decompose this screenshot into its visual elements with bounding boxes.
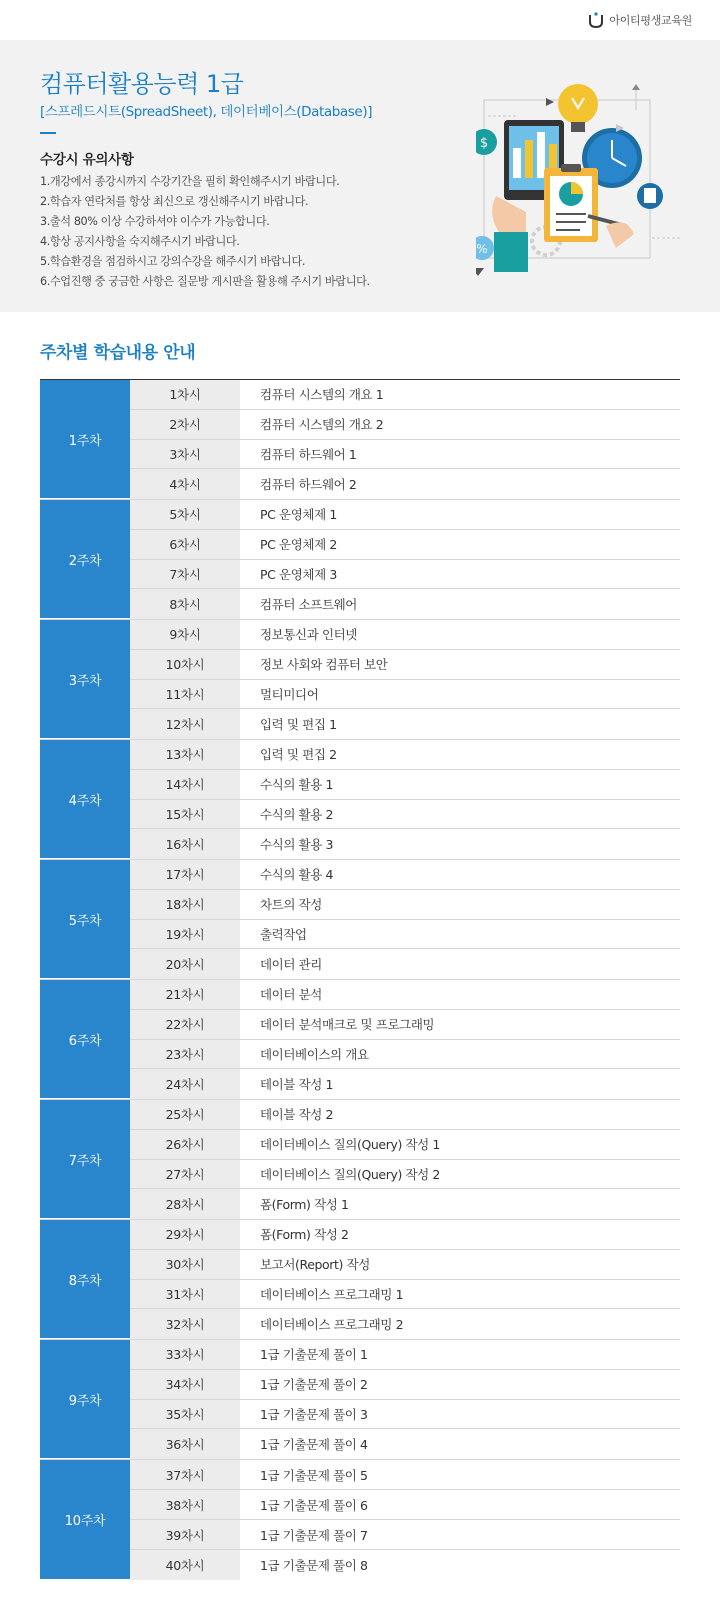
session-topic: 데이터베이스 질의(Query) 작성 1 [260, 1137, 440, 1153]
session-number: 39차시 [130, 1520, 240, 1549]
session-topic: 1급 기출문제 풀이 6 [260, 1497, 368, 1513]
session-number: 25차시 [130, 1100, 240, 1129]
session-row [130, 589, 680, 619]
session-topic: 1급 기출문제 풀이 3 [260, 1406, 368, 1422]
session-topic: 수식의 활용 2 [260, 806, 334, 822]
session-number: 11차시 [130, 680, 240, 709]
session-topic: 데이터베이스의 개요 [260, 1046, 369, 1062]
session-number: 40차시 [130, 1550, 240, 1580]
week-row [40, 500, 680, 620]
session-topic: 테이블 작성 2 [260, 1107, 334, 1123]
session-topic: 데이터 관리 [260, 957, 322, 973]
session-list [130, 860, 680, 979]
session-row [130, 500, 680, 530]
session-list [130, 1460, 680, 1580]
session-number: 4차시 [130, 469, 240, 499]
session-topic: 수식의 활용 4 [260, 867, 334, 883]
week-row [40, 1460, 680, 1580]
session-topic: PC 운영체제 3 [260, 566, 337, 582]
session-list [130, 740, 680, 859]
session-number: 8차시 [130, 589, 240, 619]
session-row [130, 380, 680, 410]
session-topic: 데이터 분석 [260, 987, 322, 1003]
session-number: 16차시 [130, 829, 240, 859]
session-number: 37차시 [130, 1460, 240, 1489]
week-row [40, 380, 680, 500]
session-topic: 컴퓨터 소프트웨어 [260, 597, 357, 613]
week-row [40, 1340, 680, 1460]
study-illustration [476, 76, 686, 276]
session-topic: 입력 및 편집 2 [260, 747, 337, 763]
brand-name: 아이티평생교육원 [609, 14, 692, 27]
session-number: 5차시 [130, 500, 240, 529]
session-row [130, 740, 680, 770]
session-number: 10차시 [130, 650, 240, 679]
session-number: 29차시 [130, 1220, 240, 1249]
session-number: 13차시 [130, 740, 240, 769]
session-topic: 멀티미디어 [260, 686, 319, 702]
course-subtitle: [스프레드시트(SpreadSheet), 데이터베이스(Database)] [40, 104, 373, 120]
week-row [40, 620, 680, 740]
session-number: 7차시 [130, 560, 240, 589]
session-row [130, 1130, 680, 1160]
session-topic: 데이터 분석매크로 및 프로그래밍 [260, 1017, 435, 1033]
session-topic: 정보 사회와 컴퓨터 보안 [260, 657, 388, 673]
session-topic: 보고서(Report) 작성 [260, 1257, 370, 1273]
session-row [130, 1400, 680, 1430]
course-header [0, 40, 720, 312]
session-topic: 컴퓨터 하드웨어 2 [260, 477, 357, 493]
session-row [130, 980, 680, 1010]
session-number: 3차시 [130, 440, 240, 469]
session-topic: PC 운영체제 1 [260, 507, 337, 523]
notice-item: 5.학습환경을 점검하시고 강의수강을 해주시기 바랍니다. [40, 255, 306, 268]
session-number: 22차시 [130, 1010, 240, 1039]
week-row [40, 980, 680, 1100]
brand-logo[interactable] [587, 11, 692, 29]
session-list [130, 980, 680, 1099]
session-number: 38차시 [130, 1490, 240, 1519]
week-label: 10주차 [40, 1460, 130, 1580]
week-row [40, 1220, 680, 1340]
session-number: 33차시 [130, 1340, 240, 1369]
notice-item: 6.수업진행 중 궁금한 사항은 질문방 게시판을 활용해 주시기 바랍니다. [40, 275, 370, 288]
session-topic: 데이터베이스 질의(Query) 작성 2 [260, 1166, 440, 1182]
session-number: 14차시 [130, 770, 240, 799]
session-topic: 수식의 활용 1 [260, 777, 334, 793]
session-row [130, 709, 680, 739]
notice-list [40, 172, 370, 292]
session-topic: 입력 및 편집 1 [260, 717, 337, 733]
session-row [130, 800, 680, 830]
session-row [130, 860, 680, 890]
session-topic: 1급 기출문제 풀이 4 [260, 1437, 368, 1453]
session-topic: 1급 기출문제 풀이 7 [260, 1527, 368, 1543]
session-row [130, 1160, 680, 1190]
session-number: 20차시 [130, 949, 240, 979]
session-number: 6차시 [130, 530, 240, 559]
session-number: 21차시 [130, 980, 240, 1009]
session-list [130, 1340, 680, 1459]
session-number: 18차시 [130, 890, 240, 919]
session-row [130, 949, 680, 979]
session-number: 34차시 [130, 1370, 240, 1399]
session-number: 32차시 [130, 1309, 240, 1339]
week-label: 2주차 [40, 500, 130, 619]
session-number: 31차시 [130, 1280, 240, 1309]
session-number: 27차시 [130, 1160, 240, 1189]
session-number: 15차시 [130, 800, 240, 829]
session-number: 12차시 [130, 709, 240, 739]
session-row [130, 1490, 680, 1520]
session-number: 23차시 [130, 1040, 240, 1069]
session-row [130, 680, 680, 710]
session-row [130, 890, 680, 920]
notice-item: 2.학습자 연락처를 항상 최신으로 갱신해주시기 바랍니다. [40, 195, 309, 208]
session-topic: 폼(Form) 작성 1 [260, 1197, 349, 1213]
session-row [130, 440, 680, 470]
session-row [130, 650, 680, 680]
session-list [130, 380, 680, 499]
session-number: 17차시 [130, 860, 240, 889]
session-row [130, 1340, 680, 1370]
session-row [130, 410, 680, 440]
session-number: 2차시 [130, 410, 240, 439]
session-topic: 정보통신과 인터넷 [260, 627, 357, 643]
top-bar [0, 0, 720, 40]
session-row [130, 920, 680, 950]
week-label: 5주차 [40, 860, 130, 979]
week-row [40, 1100, 680, 1220]
session-number: 1차시 [130, 380, 240, 409]
session-topic: 1급 기출문제 풀이 1 [260, 1347, 368, 1363]
session-number: 24차시 [130, 1069, 240, 1099]
session-list [130, 500, 680, 619]
week-label: 4주차 [40, 740, 130, 859]
svg-text:$: $ [479, 136, 489, 151]
session-row [130, 1010, 680, 1040]
brand-logo-icon [587, 11, 605, 29]
session-list [130, 1220, 680, 1339]
session-row [130, 1280, 680, 1310]
session-row [130, 1189, 680, 1219]
week-label: 3주차 [40, 620, 130, 739]
session-topic: 데이터베이스 프로그래밍 2 [260, 1317, 404, 1333]
session-number: 35차시 [130, 1400, 240, 1429]
notice-item: 1.개강에서 종강시까지 수강기간을 필히 확인해주시기 바랍니다. [40, 175, 340, 188]
session-row [130, 1429, 680, 1459]
session-topic: 차트의 작성 [260, 897, 322, 913]
session-number: 28차시 [130, 1189, 240, 1219]
session-topic: 수식의 활용 3 [260, 837, 334, 853]
session-row [130, 469, 680, 499]
session-row [130, 1370, 680, 1400]
svg-text:%: % [476, 242, 488, 256]
session-number: 30차시 [130, 1250, 240, 1279]
week-row [40, 740, 680, 860]
session-topic: 폼(Form) 작성 2 [260, 1227, 349, 1243]
session-row [130, 1069, 680, 1099]
session-row [130, 1220, 680, 1250]
session-number: 19차시 [130, 920, 240, 949]
weekly-schedule-table [40, 379, 680, 1580]
session-topic: 컴퓨터 하드웨어 1 [260, 446, 357, 462]
session-topic: 컴퓨터 시스템의 개요 2 [260, 417, 384, 433]
session-topic: 데이터베이스 프로그래밍 1 [260, 1286, 404, 1302]
week-label: 9주차 [40, 1340, 130, 1459]
session-row [130, 620, 680, 650]
session-row [130, 829, 680, 859]
session-topic: 테이블 작성 1 [260, 1077, 334, 1093]
session-row [130, 530, 680, 560]
session-row [130, 1250, 680, 1280]
session-row [130, 1550, 680, 1580]
session-topic: PC 운영체제 2 [260, 537, 337, 553]
session-list [130, 620, 680, 739]
week-label: 6주차 [40, 980, 130, 1099]
session-number: 26차시 [130, 1130, 240, 1159]
week-row [40, 860, 680, 980]
notice-heading: 수강시 유의사항 [40, 152, 134, 168]
session-number: 9차시 [130, 620, 240, 649]
notice-item: 3.출석 80% 이상 수강하셔야 이수가 가능합니다. [40, 215, 270, 228]
session-row [130, 1460, 680, 1490]
session-topic: 출력작업 [260, 926, 307, 942]
session-row [130, 1520, 680, 1550]
session-topic: 1급 기출문제 풀이 2 [260, 1377, 368, 1393]
session-row [130, 770, 680, 800]
notice-item: 4.항상 공지사항을 숙지해주시기 바랍니다. [40, 235, 240, 248]
course-title: 컴퓨터활용능력 1급 [40, 70, 244, 98]
session-topic: 1급 기출문제 풀이 8 [260, 1558, 368, 1573]
session-row [130, 560, 680, 590]
session-number: 36차시 [130, 1429, 240, 1459]
week-label: 1주차 [40, 380, 130, 499]
session-row [130, 1100, 680, 1130]
session-topic: 1급 기출문제 풀이 5 [260, 1467, 368, 1483]
session-topic: 컴퓨터 시스템의 개요 1 [260, 387, 384, 403]
session-list [130, 1100, 680, 1219]
schedule-title: 주차별 학습내용 안내 [40, 343, 196, 363]
week-label: 7주차 [40, 1100, 130, 1219]
title-divider [40, 132, 56, 134]
session-row [130, 1040, 680, 1070]
session-row [130, 1309, 680, 1339]
week-label: 8주차 [40, 1220, 130, 1339]
